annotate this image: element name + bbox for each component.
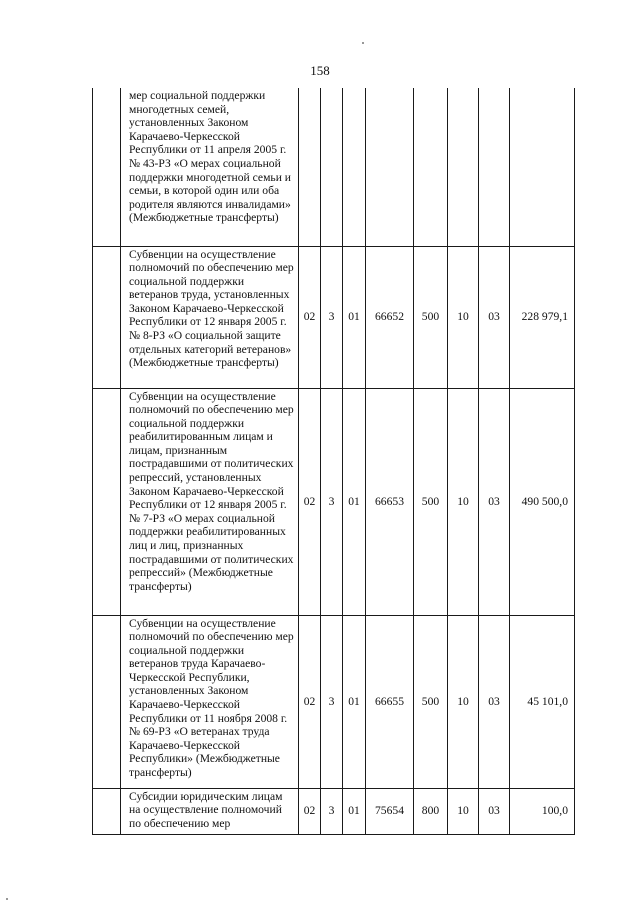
- row-description: Субвенции на осуществление полномочий по обеспечению мер социальной поддержки реабилитированным лицам и лицам, признанным пострадавшими от политических репрессий, установленных Законом Карачаево-Черкесской Республики от 12 января 2005 г. № 7-РЗ «О мерах социальной поддержки реабилитированных лиц и лиц, признанных пострадавшими от политических репрессий» (Межбюджетные трансферты): [121, 388, 299, 615]
- code-cell: 01: [343, 246, 366, 388]
- code-cell: 02: [299, 388, 321, 615]
- row-description: Субвенции на осуществление полномочий по обеспечению мер социальной поддержки ветеранов труда Карачаево-Черкесской Республики, установленных Законом Карачаево-Черкесской Республики от 11 ноября 2008 г. № 69-РЗ «О ветеранах труда Карачаево-Черкесской Республики» (Межбюджетные трансферты): [121, 615, 299, 788]
- code-cell: 10: [448, 246, 479, 388]
- blank-cell: [93, 615, 121, 788]
- code-cell: 66653: [366, 388, 414, 615]
- blank-cell: [93, 388, 121, 615]
- code-cell: 3: [321, 615, 343, 788]
- code-cell: 10: [448, 615, 479, 788]
- code-cell: 3: [321, 788, 343, 834]
- amount-cell: 100,0: [510, 788, 575, 834]
- code-cell: 01: [343, 615, 366, 788]
- row-description: Субвенции на осуществление полномочий по обеспечению мер социальной поддержки ветеранов труда, установленных Законом Карачаево-Черкесской Республики от 12 января 2005 г. № 8-РЗ «О социальной защите отдельных категорий ветеранов» (Межбюджетные трансферты): [121, 246, 299, 388]
- scan-speck: [6, 898, 8, 900]
- table-row: [93, 388, 575, 615]
- code-cell: 3: [321, 388, 343, 615]
- code-cell: [343, 88, 366, 246]
- scan-speck: [362, 42, 364, 44]
- blank-cell: [93, 788, 121, 834]
- blank-cell: [93, 88, 121, 246]
- code-cell: 02: [299, 788, 321, 834]
- amount-cell: 490 500,0: [510, 388, 575, 615]
- page-number: 158: [310, 63, 330, 78]
- code-cell: 500: [414, 246, 448, 388]
- code-cell: [448, 88, 479, 246]
- row-description: Субсидии юридическим лицам на осуществление полномочий по обеспечению мер: [121, 788, 299, 834]
- code-cell: [414, 88, 448, 246]
- code-cell: 03: [479, 388, 510, 615]
- amount-cell: [510, 88, 575, 246]
- code-cell: 66652: [366, 246, 414, 388]
- code-cell: 02: [299, 615, 321, 788]
- table-row: [93, 88, 575, 246]
- code-cell: 10: [448, 388, 479, 615]
- row-description: мер социальной поддержки многодетных семей, установленных Законом Карачаево-Черкесской Республики от 11 апреля 2005 г. № 43-РЗ «О мерах социальной поддержки многодетной семьи и семьи, в которой один или оба родителя являются инвалидами» (Межбюджетные трансферты): [121, 88, 299, 246]
- code-cell: 10: [448, 788, 479, 834]
- code-cell: [299, 88, 321, 246]
- code-cell: 03: [479, 615, 510, 788]
- code-cell: [366, 88, 414, 246]
- table-row: [93, 615, 575, 788]
- code-cell: 800: [414, 788, 448, 834]
- code-cell: 01: [343, 388, 366, 615]
- code-cell: [479, 88, 510, 246]
- budget-table: [92, 88, 575, 835]
- code-cell: [321, 88, 343, 246]
- amount-cell: 228 979,1: [510, 246, 575, 388]
- code-cell: 75654: [366, 788, 414, 834]
- table-row: [93, 788, 575, 834]
- code-cell: 3: [321, 246, 343, 388]
- code-cell: 02: [299, 246, 321, 388]
- code-cell: 500: [414, 615, 448, 788]
- blank-cell: [93, 246, 121, 388]
- code-cell: 01: [343, 788, 366, 834]
- amount-cell: 45 101,0: [510, 615, 575, 788]
- code-cell: 03: [479, 246, 510, 388]
- code-cell: 500: [414, 388, 448, 615]
- table-row: [93, 246, 575, 388]
- code-cell: 03: [479, 788, 510, 834]
- code-cell: 66655: [366, 615, 414, 788]
